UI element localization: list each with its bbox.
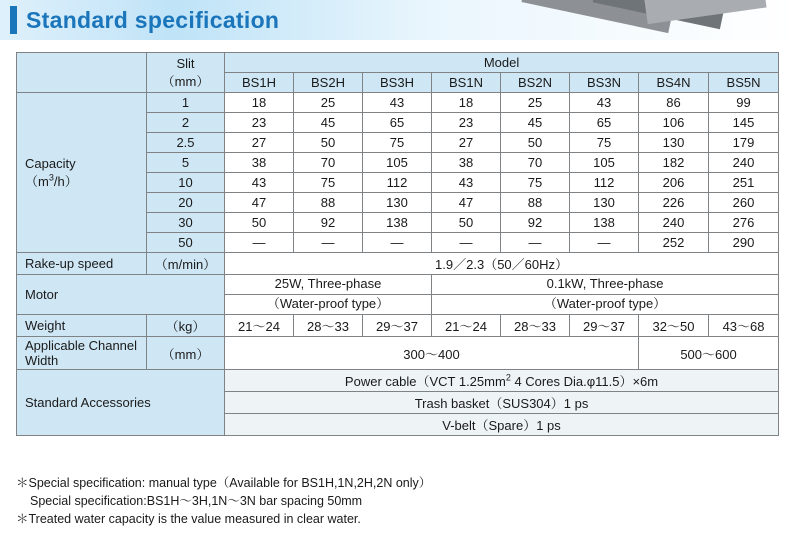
capacity-label-cell — [17, 93, 147, 253]
capacity-cell: 206 — [639, 173, 709, 193]
table-header-row — [17, 53, 779, 73]
capacity-cell: 18 — [225, 93, 294, 113]
capacity-cell: 88 — [501, 193, 570, 213]
capacity-cell: 50 — [225, 213, 294, 233]
capacity-cell: 260 — [709, 193, 779, 213]
accessories-label: Standard Accessories — [17, 370, 225, 436]
slit-value: 2 — [147, 113, 225, 133]
capacity-cell: 70 — [294, 153, 363, 173]
capacity-cell: 105 — [363, 153, 432, 173]
capacity-cell: 23 — [432, 113, 501, 133]
rake-up-speed-value: 1.9／2.3（50／60Hz） — [225, 253, 779, 275]
motor-h-line1: 25W, Three-phase — [225, 275, 432, 295]
weight-cell: 28〜33 — [294, 315, 363, 337]
capacity-label: Capacity — [25, 155, 76, 171]
weight-cell: 29〜37 — [363, 315, 432, 337]
slit-value: 20 — [147, 193, 225, 213]
rake-up-speed-unit: （m/min） — [147, 253, 225, 275]
capacity-cell: 182 — [639, 153, 709, 173]
accessory-power-cable — [225, 370, 779, 392]
capacity-cell: 50 — [294, 133, 363, 153]
capacity-cell: 50 — [501, 133, 570, 153]
capacity-cell: 65 — [363, 113, 432, 133]
capacity-cell: 92 — [501, 213, 570, 233]
slit-value: 2.5 — [147, 133, 225, 153]
capacity-cell: — — [570, 233, 639, 253]
capacity-cell: 38 — [225, 153, 294, 173]
motor-label: Motor — [17, 275, 225, 315]
capacity-cell: 112 — [363, 173, 432, 193]
capacity-cell: — — [432, 233, 501, 253]
accessory-power-cable-sup: 2 — [505, 372, 511, 383]
capacity-cell: 130 — [639, 133, 709, 153]
capacity-unit — [25, 171, 144, 190]
slit-value: 1 — [147, 93, 225, 113]
page-title: Standard specification — [26, 7, 280, 33]
accessory-power-cable-post: 4 Cores Dia.φ11.5）×6m — [510, 374, 659, 389]
motor-row — [17, 275, 779, 295]
rake-up-speed-label: Rake-up speed — [17, 253, 147, 275]
slit-value: 5 — [147, 153, 225, 173]
model-header-cell: Model — [225, 53, 779, 73]
accessories-row — [17, 370, 779, 392]
capacity-unit-post: /h） — [53, 173, 78, 189]
slit-header-label: Slit — [176, 55, 195, 71]
channel-width-value-n: 500〜600 — [639, 337, 779, 370]
capacity-cell: 38 — [432, 153, 501, 173]
weight-cell: 28〜33 — [501, 315, 570, 337]
accessory-v-belt: V-belt（Spare）1 ps — [225, 414, 779, 436]
capacity-cell: 75 — [294, 173, 363, 193]
specification-table-wrapper — [16, 52, 778, 436]
capacity-cell: 138 — [570, 213, 639, 233]
capacity-cell: 138 — [363, 213, 432, 233]
capacity-cell: 25 — [294, 93, 363, 113]
capacity-cell: 25 — [501, 93, 570, 113]
model-header-bs3h: BS3H — [363, 73, 432, 93]
capacity-cell: — — [225, 233, 294, 253]
model-header-bs5n: BS5N — [709, 73, 779, 93]
capacity-cell: 276 — [709, 213, 779, 233]
slit-value: 50 — [147, 233, 225, 253]
capacity-cell: 18 — [432, 93, 501, 113]
motor-h-line2: （Water-proof type） — [225, 295, 432, 315]
footnote-2: Special specification:BS1H〜3H,1N〜3N bar spacing 50mm — [30, 494, 363, 509]
capacity-cell: 45 — [294, 113, 363, 133]
model-header-bs2h: BS2H — [294, 73, 363, 93]
page-header — [0, 0, 794, 40]
capacity-cell: 43 — [363, 93, 432, 113]
capacity-cell: 47 — [225, 193, 294, 213]
accessory-power-cable-pre: Power cable（VCT 1.25mm — [344, 374, 506, 389]
header-accent-bar — [10, 6, 17, 34]
capacity-cell: 23 — [225, 113, 294, 133]
capacity-cell: 27 — [432, 133, 501, 153]
capacity-cell: 75 — [363, 133, 432, 153]
capacity-cell: 130 — [363, 193, 432, 213]
capacity-cell: 290 — [709, 233, 779, 253]
footnote-3: ＊Treated water capacity is the value measured in clear water. — [16, 512, 361, 527]
capacity-cell: 75 — [570, 133, 639, 153]
model-header-bs1h: BS1H — [225, 73, 294, 93]
capacity-cell: 240 — [639, 213, 709, 233]
channel-width-row — [17, 337, 779, 370]
model-header-bs3n: BS3N — [570, 73, 639, 93]
capacity-cell: 240 — [709, 153, 779, 173]
capacity-cell: 252 — [639, 233, 709, 253]
capacity-cell: 179 — [709, 133, 779, 153]
capacity-cell: 92 — [294, 213, 363, 233]
accessory-trash-basket: Trash basket（SUS304）1 ps — [225, 392, 779, 414]
capacity-cell: 226 — [639, 193, 709, 213]
capacity-unit-sup: 3 — [48, 172, 54, 183]
capacity-cell: — — [294, 233, 363, 253]
weight-cell: 43〜68 — [709, 315, 779, 337]
motor-n-line2: （Water-proof type） — [432, 295, 779, 315]
model-header-bs4n: BS4N — [639, 73, 709, 93]
channel-width-label: Applicable Channel Width — [17, 337, 147, 370]
capacity-cell: — — [363, 233, 432, 253]
capacity-cell: 105 — [570, 153, 639, 173]
capacity-cell: 75 — [501, 173, 570, 193]
capacity-cell: 47 — [432, 193, 501, 213]
weight-cell: 32〜50 — [639, 315, 709, 337]
footnote-1: ＊Special specification: manual type（Available for BS1H,1N,2H,2N only） — [16, 476, 432, 490]
capacity-unit-pre: （m — [25, 173, 49, 189]
capacity-cell: 112 — [570, 173, 639, 193]
slit-header-unit: （mm） — [161, 73, 210, 89]
capacity-cell: 65 — [570, 113, 639, 133]
table-row — [17, 93, 779, 113]
capacity-cell: 43 — [432, 173, 501, 193]
capacity-cell: 70 — [501, 153, 570, 173]
motor-n-line1: 0.1kW, Three-phase — [432, 275, 779, 295]
channel-width-unit: （mm） — [147, 337, 225, 370]
capacity-cell: 251 — [709, 173, 779, 193]
capacity-cell: 27 — [225, 133, 294, 153]
model-header-bs1n: BS1N — [432, 73, 501, 93]
capacity-cell: 86 — [639, 93, 709, 113]
slit-value: 10 — [147, 173, 225, 193]
capacity-cell: 45 — [501, 113, 570, 133]
weight-label: Weight — [17, 315, 147, 337]
capacity-cell: 106 — [639, 113, 709, 133]
weight-unit: （kg） — [147, 315, 225, 337]
capacity-cell: 130 — [570, 193, 639, 213]
weight-cell: 29〜37 — [570, 315, 639, 337]
rake-up-speed-row — [17, 253, 779, 275]
slit-header-cell — [147, 53, 225, 93]
weight-row — [17, 315, 779, 337]
specification-table — [16, 52, 779, 436]
corner-cell — [17, 53, 147, 93]
capacity-cell: 43 — [225, 173, 294, 193]
capacity-cell: — — [501, 233, 570, 253]
footnotes — [16, 474, 778, 528]
weight-cell: 21〜24 — [432, 315, 501, 337]
model-header-bs2n: BS2N — [501, 73, 570, 93]
capacity-cell: 99 — [709, 93, 779, 113]
channel-width-value-h: 300〜400 — [225, 337, 639, 370]
capacity-cell: 145 — [709, 113, 779, 133]
weight-cell: 21〜24 — [225, 315, 294, 337]
slit-value: 30 — [147, 213, 225, 233]
capacity-cell: 50 — [432, 213, 501, 233]
capacity-cell: 88 — [294, 193, 363, 213]
capacity-cell: 43 — [570, 93, 639, 113]
